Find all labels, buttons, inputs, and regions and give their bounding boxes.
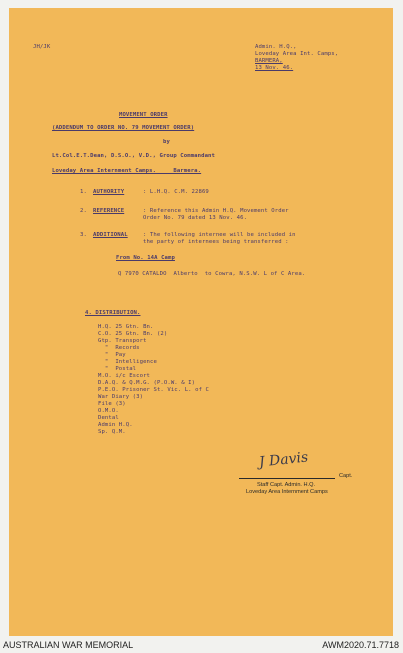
- signature-line: [239, 478, 335, 479]
- list-item: H.Q. 25 Gtn. Bn.: [98, 324, 154, 330]
- footer-institution: AUSTRALIAN WAR MEMORIAL: [3, 640, 134, 650]
- list-item: M.O. i/c Escort: [98, 373, 151, 379]
- commandant-line: Lt.Col.E.T.Dean, D.S.O., V.D., Group Commandant: [52, 153, 215, 159]
- item-text: : L.H.Q. C.M. 22869: [143, 189, 209, 195]
- list-item: File (3): [98, 401, 126, 407]
- list-item: " Postal: [98, 366, 137, 372]
- list-item: " Records: [98, 345, 140, 351]
- list-item: Admin H.Q.: [98, 422, 133, 428]
- sender-line-3: BARMERA,: [255, 58, 283, 64]
- sender-line-4: 13 Nov. 46.: [255, 65, 294, 71]
- list-item: Dental: [98, 415, 119, 421]
- list-item: " Intelligence: [98, 359, 157, 365]
- capt-label: Capt.: [339, 473, 353, 479]
- item-heading: ADDITIONAL: [93, 232, 128, 238]
- document-subtitle: (ADDENDUM TO ORDER NO. 79 MOVEMENT ORDER): [52, 125, 195, 131]
- item-text: : The following internee will be included in: [143, 232, 296, 238]
- location-line: Loveday Area Internment Camps. Barmera.: [52, 168, 202, 174]
- item-text-continued: Order No. 79 dated 13 Nov. 46.: [143, 215, 248, 221]
- list-item: D.A.Q. & Q.M.G. (P.O.W. & I): [98, 380, 196, 386]
- handwritten-signature: J Davis: [258, 449, 309, 471]
- item-heading: REFERENCE: [93, 208, 125, 214]
- list-item: War Diary (3): [98, 394, 144, 400]
- item-text-continued: the party of internees being transferred :: [143, 239, 289, 245]
- sender-line-1: Admin. H.Q.,: [255, 44, 297, 50]
- list-item: Sp. Q.M.: [98, 429, 126, 435]
- internee-line: Q 7970 CATALDO Alberto to Cowra, N.S.W. L of C Area.: [118, 271, 306, 277]
- list-item: Gtp. Transport: [98, 338, 147, 344]
- distribution-heading: 4. DISTRIBUTION.: [85, 310, 141, 316]
- from-camp-heading: From No. 14A Camp: [116, 255, 175, 261]
- item-heading: AUTHORITY: [93, 189, 125, 195]
- item-number: 2.: [80, 208, 87, 214]
- signatory-organisation: Loveday Area Internment Camps: [246, 489, 328, 495]
- item-text: : Reference this Admin H.Q. Movement Order: [143, 208, 289, 214]
- document-page: [9, 8, 393, 636]
- document-title: MOVEMENT ORDER: [119, 112, 168, 118]
- list-item: P.E.O. Prisoner St. Vic. L. of C: [98, 387, 209, 393]
- footer-accession-number: AWM2020.71.7718: [322, 640, 399, 650]
- item-number: 3.: [80, 232, 87, 238]
- list-item: O.M.O.: [98, 408, 119, 414]
- sender-line-2: Loveday Area Int. Camps,: [255, 51, 339, 57]
- signatory-title: Staff Capt. Admin. H.Q.: [257, 482, 316, 488]
- list-item: C.O. 25 Gtn. Bn. (2): [98, 331, 168, 337]
- by-label: by: [163, 139, 170, 145]
- reference-code: JH/JK: [33, 44, 51, 50]
- item-number: 1.: [80, 189, 87, 195]
- list-item: " Pay: [98, 352, 126, 358]
